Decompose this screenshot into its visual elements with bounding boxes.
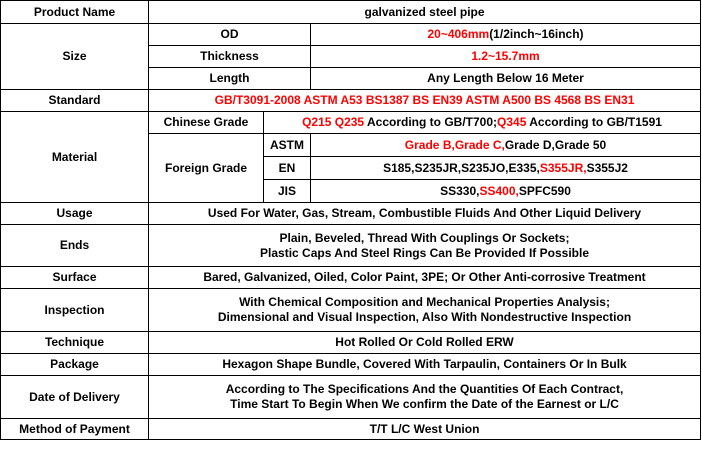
- delivery-row: [1, 376, 701, 419]
- inspection-row: [1, 289, 701, 332]
- material-chinese-row: [1, 112, 701, 134]
- usage-label: Usage: [1, 203, 149, 225]
- inspection-label: Inspection: [1, 289, 149, 332]
- delivery-line-1: According to The Specifications And the Quantities Of Each Contract,: [225, 382, 624, 396]
- chinese-grade-q215-q235: Q215 Q235: [302, 115, 365, 129]
- astm-value-grade-b-c: Grade B,Grade C,: [404, 137, 505, 152]
- astm-value-grade-d-50: Grade D,Grade 50: [504, 137, 607, 152]
- delivery-line-2: Time Start To Begin When We confirm the Date of the Earnest or L/C: [230, 397, 619, 411]
- length-value: Any Length Below 16 Meter: [311, 68, 701, 90]
- product-name-value: galvanized steel pipe: [149, 1, 701, 24]
- astm-label: ASTM: [264, 134, 311, 157]
- en-value-s355jr: S355JR,: [539, 160, 587, 175]
- delivery-label: Date of Delivery: [1, 376, 149, 419]
- inspection-value: [149, 289, 701, 332]
- payment-label: Method of Payment: [1, 419, 149, 440]
- package-row: [1, 354, 701, 376]
- surface-value: Bared, Galvanized, Oiled, Color Paint, 3PE; Or Other Anti-corrosive Treatment: [149, 267, 701, 289]
- delivery-value: [149, 376, 701, 419]
- length-label: Length: [149, 68, 311, 90]
- en-value-part1: S185,S235JR,S235JO,E335,: [383, 160, 540, 175]
- product-name-label: Product Name: [1, 1, 149, 24]
- jis-value: [311, 180, 701, 203]
- ends-line-1: Plain, Beveled, Thread With Couplings Or Sockets;: [279, 230, 570, 245]
- ends-label: Ends: [1, 225, 149, 267]
- en-value-s355j2: S355J2: [586, 160, 628, 175]
- jis-value-spfc590: SPFC590: [518, 183, 571, 198]
- inspection-line-1: With Chemical Composition and Mechanical Properties Analysis;: [239, 295, 610, 309]
- thickness-value: 1.2~15.7mm: [311, 46, 701, 68]
- chinese-grade-value: [264, 112, 701, 134]
- standard-label: Standard: [1, 90, 149, 112]
- standard-row: [1, 90, 701, 112]
- package-label: Package: [1, 354, 149, 376]
- thickness-label: Thickness: [149, 46, 311, 68]
- chinese-grade-label: Chinese Grade: [149, 112, 264, 134]
- standard-value: GB/T3091-2008 ASTM A53 BS1387 BS EN39 ASTM A500 BS 4568 BS EN31: [149, 90, 701, 112]
- od-value-range-mm: 20~406mm: [427, 27, 490, 41]
- od-label: OD: [149, 24, 311, 46]
- technique-label: Technique: [1, 332, 149, 354]
- surface-row: [1, 267, 701, 289]
- material-label: Material: [1, 112, 149, 203]
- chinese-grade-gbt1591: According to GB/T1591: [526, 115, 662, 129]
- payment-row: [1, 419, 701, 440]
- usage-value: Used For Water, Gas, Stream, Combustible Fluids And Other Liquid Delivery: [149, 203, 701, 225]
- chinese-grade-gbt700: According to GB/T700;: [364, 115, 498, 129]
- inspection-line-2: Dimensional and Visual Inspection, Also With Nondestructive Inspection: [217, 310, 632, 324]
- en-value: [311, 157, 701, 180]
- package-value: Hexagon Shape Bundle, Covered With Tarpaulin, Containers Or In Bulk: [149, 354, 701, 376]
- en-label: EN: [264, 157, 311, 180]
- astm-value: [311, 134, 701, 157]
- ends-value: [149, 225, 701, 267]
- jis-value-ss400: SS400,: [479, 183, 519, 198]
- payment-value: T/T L/C West Union: [149, 419, 701, 440]
- ends-row: [1, 225, 701, 267]
- technique-row: [1, 332, 701, 354]
- usage-row: [1, 203, 701, 225]
- surface-label: Surface: [1, 267, 149, 289]
- foreign-grade-label: Foreign Grade: [149, 134, 264, 203]
- size-label: Size: [1, 24, 149, 90]
- od-value: [311, 24, 701, 46]
- chinese-grade-q345: Q345: [497, 115, 527, 129]
- ends-line-2: Plastic Caps And Steel Rings Can Be Provided If Possible: [260, 245, 589, 260]
- technique-value: Hot Rolled Or Cold Rolled ERW: [149, 332, 701, 354]
- od-value-range-inch: (1/2inch~16inch): [489, 27, 584, 41]
- jis-label: JIS: [264, 180, 311, 203]
- jis-value-ss330: SS330,: [440, 183, 480, 198]
- product-name-row: [1, 1, 701, 24]
- size-od-row: [1, 24, 701, 46]
